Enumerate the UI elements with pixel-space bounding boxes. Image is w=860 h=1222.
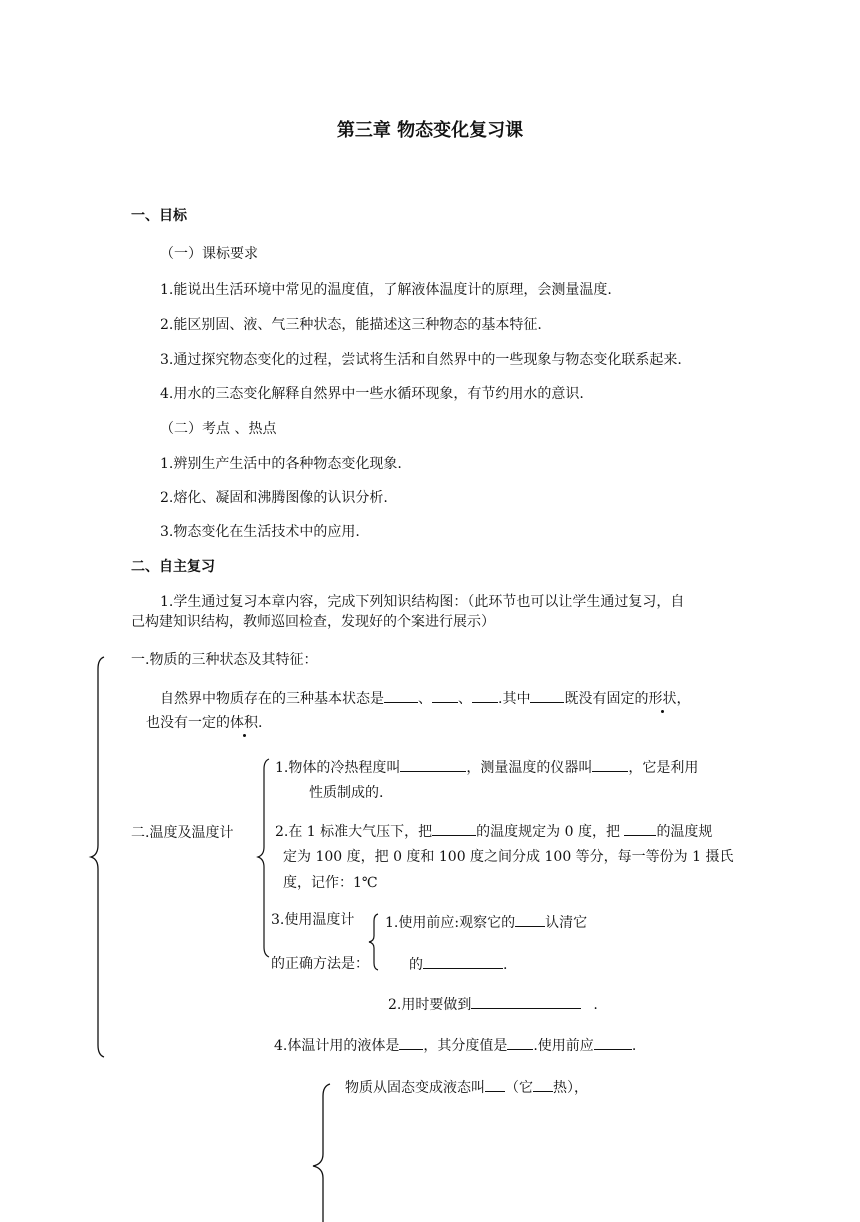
fill-line: 物质从固态变成液态叫 （它 热）， [345, 1077, 588, 1098]
list-item: 3.通过探究物态变化的过程，尝试将生活和自然界中的一些现象与物态变化联系起来. [160, 352, 682, 368]
section-heading-goals: 一、目标 [131, 208, 187, 224]
fill-line: 的正确方法是： [271, 956, 369, 972]
fill-line: 定为 100 度，把 0 度和 100 度之间分成 100 等分，每一等份为 1 摄氏 [283, 849, 734, 865]
fill-line: 的 . [409, 954, 507, 975]
blank-field[interactable] [624, 821, 656, 836]
page-title: 第三章 物态变化复习课 [336, 120, 524, 141]
fill-line: 1.使用前应:观察它的 认清它 [385, 912, 587, 933]
blank-field[interactable] [432, 688, 458, 703]
fill-line: 3.使用温度计 [271, 912, 355, 928]
fill-line: 2.用时要做到 . [388, 994, 598, 1015]
branch-label-states: 一.物质的三种状态及其特征： [131, 652, 318, 668]
blank-field[interactable] [592, 757, 628, 772]
blank-field[interactable] [471, 994, 581, 1009]
list-item: 3.物态变化在生活技术中的应用. [160, 524, 360, 540]
fill-line: 性质制成的. [309, 785, 384, 801]
subheading-exam-points: （二）考点 、热点 [160, 421, 277, 437]
left-brace-icon [367, 912, 381, 972]
fill-line: 1.物体的冷热程度叫 ，测量温度的仪器叫 ，它是利用 [275, 757, 698, 778]
fill-line: 度，记作：1℃ [283, 875, 378, 891]
blank-field[interactable] [515, 912, 545, 927]
left-brace-icon [310, 1082, 334, 1222]
intro-line: 1.学生通过复习本章内容，完成下列知识结构图：（此环节也可以让学生通过复习，自 [160, 594, 685, 610]
blank-field[interactable] [533, 1077, 553, 1092]
list-item: 1.能说出生活环境中常见的温度值，了解液体温度计的原理，会测量温度. [160, 282, 612, 298]
blank-field[interactable] [400, 757, 466, 772]
fill-line: 2.在 1 标准大气压下，把 的温度规定为 0 度，把 的温度规 [275, 821, 712, 842]
branch-label-temperature: 二.温度及温度计 [131, 825, 234, 841]
blank-field[interactable] [530, 688, 564, 703]
list-item: 1.辨别生产生活中的各种物态变化现象. [160, 456, 402, 472]
blank-field[interactable] [485, 1077, 505, 1092]
blank-field[interactable] [472, 688, 498, 703]
blank-field[interactable] [399, 1035, 423, 1050]
list-item: 4.用水的三态变化解释自然界中一些水循环现象，有节约用水的意识. [160, 386, 584, 402]
intro-line: 己构建知识结构，教师巡回检查，发现好的个案进行展示） [131, 614, 495, 630]
subheading-curriculum: （一）课标要求 [160, 246, 258, 262]
left-brace-icon [256, 757, 272, 959]
left-brace-icon [88, 655, 108, 1060]
list-item: 2.能区别固、液、气三种状态，能描述这三种物态的基本特征. [160, 317, 542, 333]
section-heading-self-review: 二、自主复习 [131, 559, 215, 575]
blank-field[interactable] [594, 1035, 632, 1050]
list-item: 2.熔化、凝固和沸腾图像的认识分析. [160, 490, 388, 506]
blank-field[interactable] [384, 688, 418, 703]
blank-field[interactable] [507, 1035, 533, 1050]
fill-line: 也没有一定的体积. [146, 715, 263, 731]
fill-line: 4.体温计用的液体是 ，其分度值是 .使用前应 . [274, 1035, 636, 1056]
fill-line: 自然界中物质存在的三种基本状态是 、 、 .其中 既没有固定的形状， [160, 688, 690, 709]
blank-field[interactable] [423, 954, 503, 969]
blank-field[interactable] [432, 821, 476, 836]
